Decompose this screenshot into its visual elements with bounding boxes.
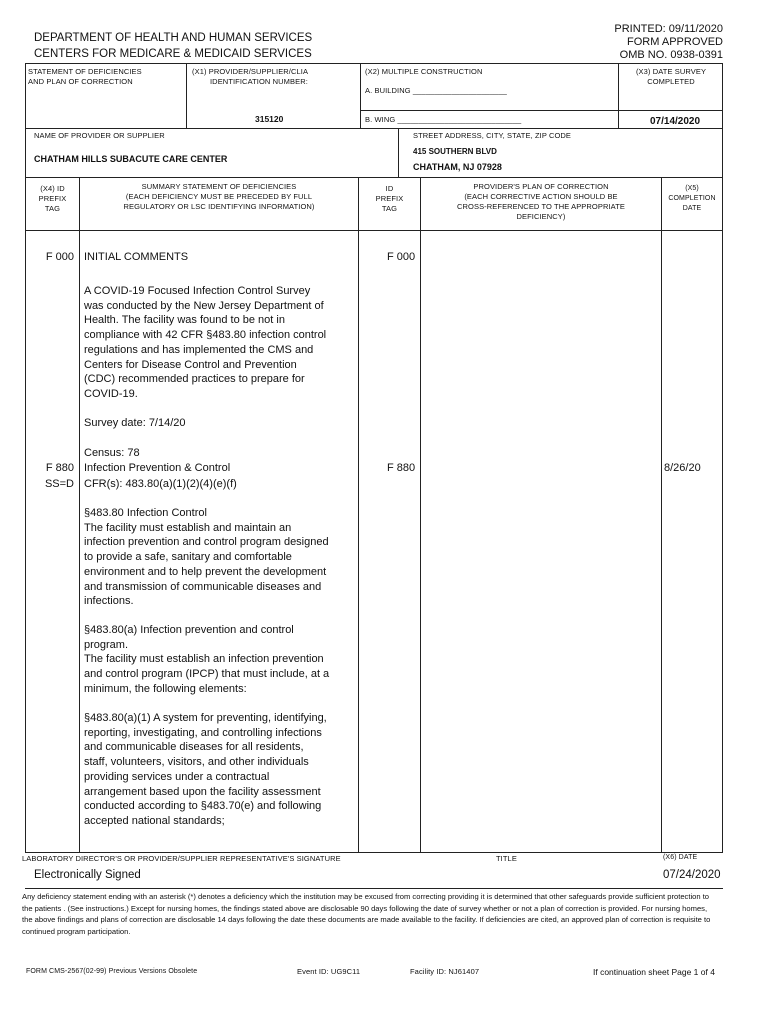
intro-paragraph: A COVID-19 Focused Infection Control Survey was conducted by the New Jersey Department of Health. The facility was found to be not in compliance with 42 CFR §483.80 infection control regulations and has implemented the CMS and Centers for Disease Control and Prevention (CDC) recommended practices to prepare for COVID-19. <box>84 285 327 400</box>
x6-date-label: (X6) DATE <box>663 854 698 861</box>
x1-label: (X1) PROVIDER/SUPPLIER/CLIA IDENTIFICATION NUMBER: <box>192 67 309 86</box>
page-number: If continuation sheet Page 1 of 4 <box>593 967 715 977</box>
form-approved: FORM APPROVED <box>627 36 723 48</box>
f880-cfr: CFR(s): 483.80(a)(1)(2)(4)(e)(f) <box>84 478 237 490</box>
plan-header: PROVIDER'S PLAN OF CORRECTION (EACH CORRECTIVE ACTION SHOULD BE CROSS-REFERENCED TO THE APPROPRIATE DEFICIENCY) <box>457 182 625 221</box>
statement-label: STATEMENT OF DEFICIENCIES AND PLAN OF CORRECTION <box>28 67 142 86</box>
facility-id: Facility ID: NJ61407 <box>410 967 480 976</box>
printed-date: PRINTED: 09/11/2020 <box>614 23 723 35</box>
signature-value: Electronically Signed <box>34 869 141 881</box>
f880-scope-severity: SS=D <box>44 478 74 490</box>
provider-id-number: 315120 <box>255 114 284 124</box>
ipcp-paragraph: §483.80(a) Infection prevention and control program. The facility must establish an infection prevention and control program (IPCP) that must include, at a minimum, the following elements: <box>84 624 330 695</box>
building-field: A. BUILDING ______________________ <box>365 86 507 95</box>
x2-label: (X2) MULTIPLE CONSTRUCTION <box>365 67 483 76</box>
city-state-zip: CHATHAM, NJ 07928 <box>413 162 502 172</box>
summary-header: SUMMARY STATEMENT OF DEFICIENCIES (EACH DEFICIENCY MUST BE PRECEDED BY FULL REGULATORY OR LSC IDENTIFYING INFORMATION) <box>123 182 315 211</box>
provider-name: CHATHAM HILLS SUBACUTE CARE CENTER <box>34 154 228 164</box>
f000-id-tag: F 000 <box>387 251 416 263</box>
system-paragraph: §483.80(a)(1) A system for preventing, identifying, reporting, investigating, and controlling infections and communicable diseases for all residents, staff, volunteers, visitors, and other individuals providing services under a contractual arrangement based upon the facility assessment conducted according to §483.70(e) and following accepted national standards; <box>84 712 327 827</box>
f880-title: Infection Prevention & Control <box>84 462 231 474</box>
survey-date: Survey date: 7/14/20 <box>84 417 186 429</box>
census: Census: 78 <box>84 447 140 459</box>
title-label: TITLE <box>496 854 517 863</box>
department-name: DEPARTMENT OF HEALTH AND HUMAN SERVICES <box>34 32 313 44</box>
x5-header: (X5) COMPLETION DATE <box>668 185 716 212</box>
omb-number: OMB NO. 0938-0391 <box>619 49 723 61</box>
agency-name: CENTERS FOR MEDICARE & MEDICAID SERVICES <box>34 48 312 60</box>
survey-completed-date: 07/14/2020 <box>650 116 701 127</box>
x4-header: (X4) ID PREFIX TAG <box>38 184 67 213</box>
signature-date: 07/24/2020 <box>663 869 721 881</box>
event-id: Event ID: UG9C11 <box>297 967 361 976</box>
f880-completion-date: 8/26/20 <box>664 462 701 474</box>
id-prefix-header: ID PREFIX TAG <box>375 184 404 213</box>
signature-label: LABORATORY DIRECTOR'S OR PROVIDER/SUPPLIER REPRESENTATIVE'S SIGNATURE <box>22 854 341 863</box>
f000-title: INITIAL COMMENTS <box>84 251 189 263</box>
infection-control-paragraph: §483.80 Infection Control The facility must establish and maintain an infection prevention and control program designed to provide a safe, sanitary and comfortable environment and to help prevent the development and transmission of communicable diseases and infections. <box>84 507 329 608</box>
f880-id-tag: F 880 <box>387 462 416 474</box>
form-number: FORM CMS-2567(02-99) Previous Versions Obsolete <box>26 968 198 975</box>
address-label: STREET ADDRESS, CITY, STATE, ZIP CODE <box>413 131 572 140</box>
disclaimer-text: Any deficiency statement ending with an asterisk (*) denotes a deficiency which the institution may be excused from correcting providing it is determined that other safeguards provide sufficient protection to the patients . (See instructions.) Except for nursing homes, the findings stated above are disclosable 90 days following the date of survey whether or not a plan of correction is provided. For nursing homes, the above findings and plans of correction are disclosable 14 days following the date these documents are made available to the facility. If deficiencies are cited, an approved plan of correction is requisite to continued program participation. <box>22 892 711 936</box>
provider-name-label: NAME OF PROVIDER OR SUPPLIER <box>34 131 165 140</box>
street-address: 415 SOUTHERN BLVD <box>413 147 497 156</box>
wing-field: B. WING _____________________________ <box>365 115 522 124</box>
x3-label: (X3) DATE SURVEY COMPLETED <box>635 67 707 86</box>
f880-tag: F 880 <box>45 462 74 474</box>
f000-tag: F 000 <box>45 251 74 263</box>
